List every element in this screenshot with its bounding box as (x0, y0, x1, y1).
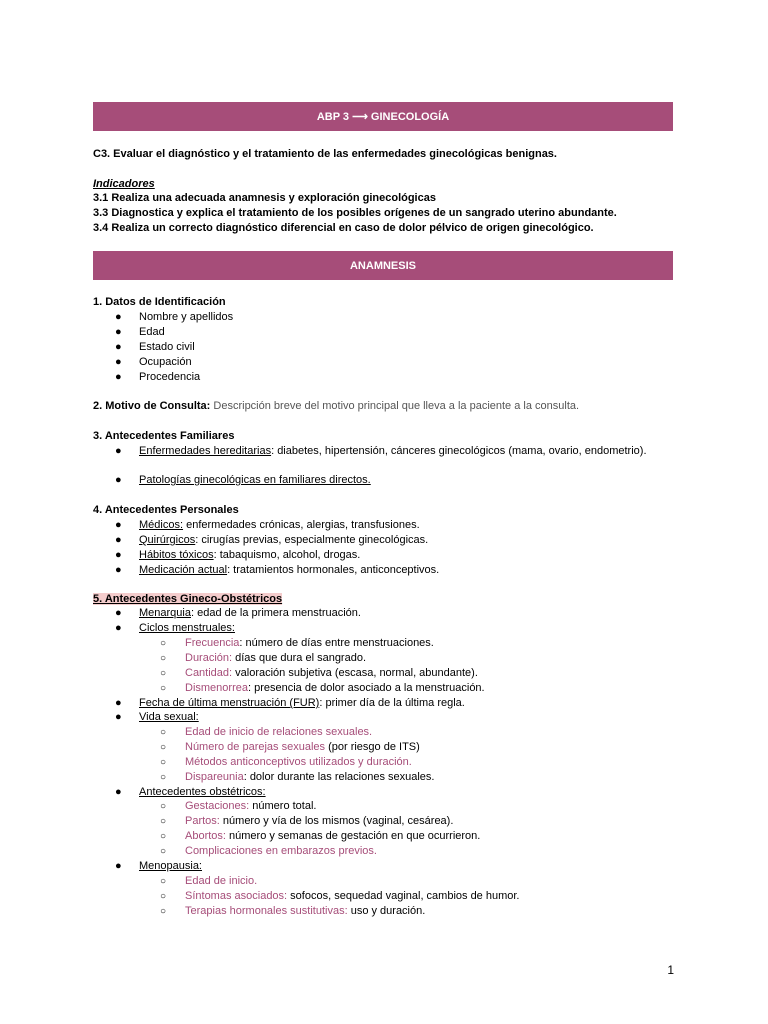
list-item: ● Edad (115, 326, 165, 338)
section-banner (93, 251, 673, 280)
list-item: ● Patologías ginecológicas en familiares directos. (115, 474, 371, 486)
list-item: ● Ciclos menstruales: (115, 622, 235, 634)
sub-list-item: ○ Síntomas asociados: sofocos, sequedad vaginal, cambios de humor. (160, 890, 520, 902)
sub-list-item: ○ Cantidad: valoración subjetiva (escasa, normal, abundante). (160, 667, 478, 679)
s5-title: 5. Antecedentes Gineco-Obstétricos (93, 593, 283, 605)
sub-list-item: ○ Terapias hormonales sustitutivas: uso y duración. (160, 905, 426, 917)
page-number: 1 (667, 963, 674, 977)
list-item: ● Nombre y apellidos (115, 311, 234, 323)
list-item: ● Hábitos tóxicos: tabaquismo, alcohol, drogas. (115, 549, 361, 561)
indicator-item: 3.3 Diagnostica y explica el tratamiento de los posibles orígenes de un sangrado uterino abundante. (93, 207, 617, 219)
sub-list-item: ○ Edad de inicio. (160, 875, 258, 887)
header-banner (93, 102, 673, 131)
indicators-label: Indicadores (93, 178, 155, 190)
sub-list-item: ○ Complicaciones en embarazos previos. (160, 845, 377, 857)
sub-list-item: ○ Partos: número y vía de los mismos (vaginal, cesárea). (160, 815, 454, 827)
bullet-glyph: ● (115, 445, 122, 457)
sub-list-item: ○ Gestaciones: número total. (160, 800, 317, 812)
sub-list-item: ○ Edad de inicio de relaciones sexuales. (160, 726, 373, 738)
s2-title: 2. Motivo de Consulta: (93, 400, 211, 412)
sub-list-item: ○ Abortos: número y semanas de gestación en que ocurrieron. (160, 830, 481, 842)
list-item: ● Menarquia: edad de la primera menstruación. (115, 607, 361, 619)
list-item: ● Quirúrgicos: cirugías previas, especialmente ginecológicas. (115, 534, 429, 546)
list-item: ● Menopausia: (115, 860, 202, 872)
sub-list-item: ○ Dispareunia: dolor durante las relaciones sexuales. (160, 771, 435, 783)
competence-text: C3. Evaluar el diagnóstico y el tratamiento de las enfermedades ginecológicas benignas. (93, 148, 557, 160)
s2-text: Descripción breve del motivo principal que lleva a la paciente a la consulta. (210, 400, 580, 412)
s3-title: 3. Antecedentes Familiares (93, 430, 235, 442)
sub-list-item: ○ Duración: días que dura el sangrado. (160, 652, 367, 664)
s4-title: 4. Antecedentes Personales (93, 504, 239, 516)
list-item: ● Ocupación (115, 356, 192, 368)
list-item: ● Estado civil (115, 341, 195, 353)
header-title: ABP 3 ⟶ GINECOLOGÍA (316, 111, 450, 123)
s1-title: 1. Datos de Identificación (93, 296, 226, 308)
list-item: ● Médicos: enfermedades crónicas, alergias, transfusiones. (115, 519, 420, 531)
list-item: ● Procedencia (115, 371, 201, 383)
sub-list-item: ○ Métodos anticonceptivos utilizados y duración. (160, 756, 412, 768)
s2-line (93, 399, 579, 414)
list-item: ● Vida sexual: (115, 711, 199, 723)
list-item: ● Antecedentes obstétricos: (115, 786, 266, 798)
indicator-item: 3.4 Realiza un correcto diagnóstico diferencial en caso de dolor pélvico de origen ginecológico. (93, 222, 594, 234)
list-item: ● Medicación actual: tratamientos hormonales, anticonceptivos. (115, 564, 440, 576)
sub-list-item: ○ Frecuencia: número de días entre menstruaciones. (160, 637, 434, 649)
sub-list-item: ○ Dismenorrea: presencia de dolor asociado a la menstruación. (160, 682, 485, 694)
list-item: ● Fecha de última menstruación (FUR): primer día de la última regla. (115, 697, 465, 709)
section-title: ANAMNESIS (349, 259, 416, 272)
list-item: Enfermedades hereditarias: diabetes, hipertensión, cánceres ginecológicos (mama, ovario, endometrio). (139, 445, 647, 457)
sub-list-item: ○ Número de parejas sexuales (por riesgo de ITS) (160, 741, 420, 753)
indicator-item: 3.1 Realiza una adecuada anamnesis y exploración ginecológicas (93, 192, 436, 204)
